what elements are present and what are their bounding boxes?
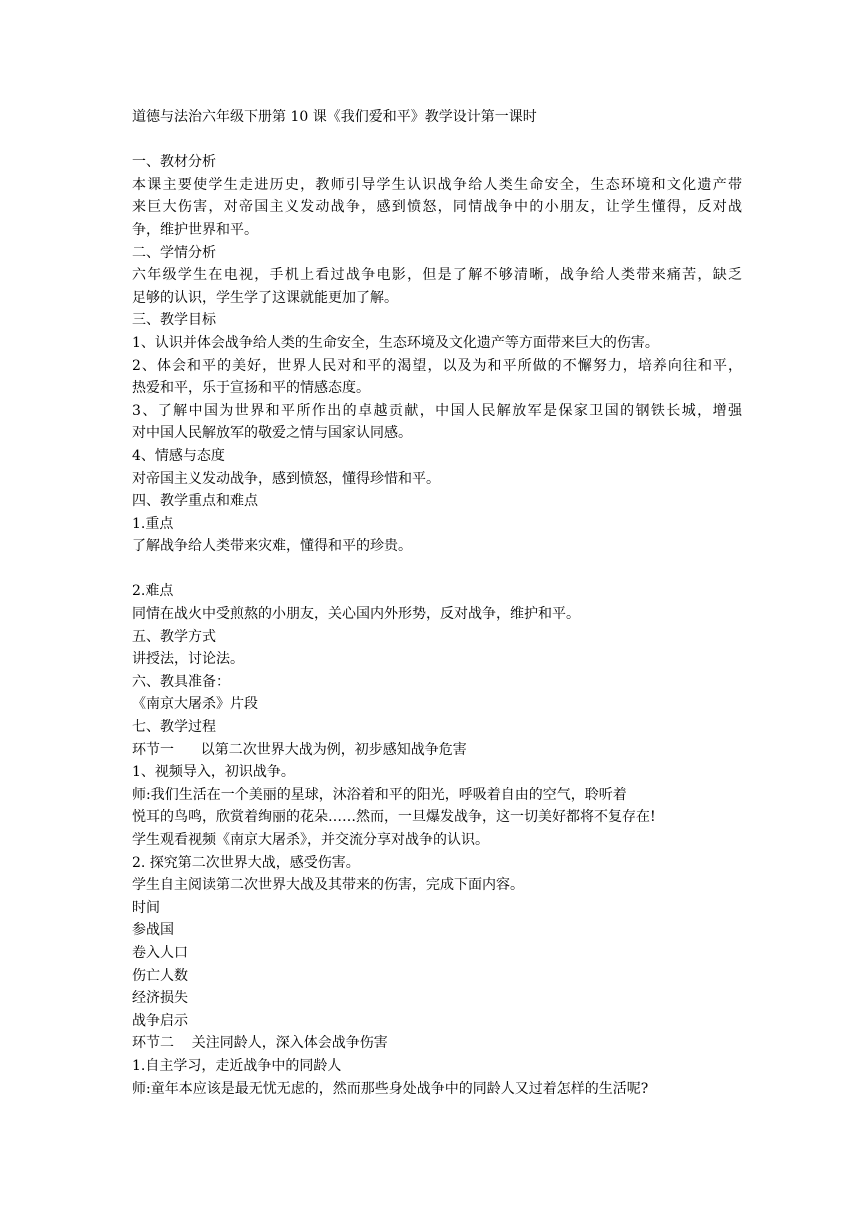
paragraph-line: 对帝国主义发动战争，感到愤怒，懂得珍惜和平。 — [132, 470, 440, 487]
paragraph-line: 师:我们生活在一个美丽的星球，沐浴着和平的阳光，呼吸着自由的空气，聆听着 — [132, 786, 627, 803]
section-heading-teaching-process: 七、教学过程 — [132, 719, 216, 736]
paragraph-line: 学生观看视频《南京大屠杀》，并交流分享对战争的认识。 — [132, 832, 489, 848]
section-heading-teaching-method: 五、教学方式 — [132, 628, 216, 645]
document-page — [132, 106, 742, 1100]
subheading: 1、视频导入，初识战争。 — [132, 764, 295, 781]
section-heading-student-analysis: 二、学情分析 — [132, 244, 216, 261]
stage-heading: 环节二 关注同龄人，深入体会战争伤害 — [132, 1035, 388, 1052]
section-heading-materials: 六、教具准备： — [132, 673, 230, 690]
paragraph-line: 师:童年本应该是最无忧无虑的，然而那些身处战争中的同龄人又过着怎样的生活呢? — [132, 1080, 649, 1097]
section-heading-teaching-goals: 三、教学目标 — [132, 312, 216, 329]
section-heading-key-points: 四、教学重点和难点 — [132, 493, 258, 510]
paragraph-line: 来巨大伤害，对帝国主义发动战争，感到愤怒，同情战争中的小朋友，让学生懂得，反对战 — [132, 199, 742, 216]
goal-item: 1、认识并体会战争给人类的生命安全，生态环境及文化遗产等方面带来巨大的伤害。 — [132, 334, 659, 351]
list-item: 战争启示 — [132, 1012, 188, 1029]
paragraph-line: 讲授法，讨论法。 — [132, 651, 244, 668]
paragraph-line: 悦耳的鸟鸣，欣赏着绚丽的花朵……然而，一旦爆发战争，这一切美好都将不复存在! — [132, 809, 656, 826]
list-item: 参战国 — [132, 922, 174, 939]
list-item: 经济损失 — [132, 990, 188, 1007]
paragraph-line: 对中国人民解放军的敬爱之情与国家认同感。 — [132, 425, 412, 442]
paragraph-line: 足够的认识，学生学了这课就能更加了解。 — [132, 289, 398, 306]
section-heading-textbook-analysis: 一、教材分析 — [132, 154, 216, 171]
paragraph-line: 《南京大屠杀》片段 — [132, 696, 258, 713]
paragraph-line: 学生自主阅读第二次世界大战及其带来的伤害，完成下面内容。 — [132, 877, 524, 894]
subheading: 2. 探究第二次世界大战，感受伤害。 — [132, 854, 360, 871]
paragraph-line: 本课主要使学生走进历史，教师引导学生认识战争给人类生命安全，生态环境和文化遗产带 — [132, 176, 742, 193]
subheading: 1.自主学习，走近战争中的同龄人 — [132, 1057, 342, 1074]
goal-item: 2、体会和平的美好，世界人民对和平的渴望，以及为和平所做的不懈努力，培养向往和平， — [132, 357, 742, 374]
stage-heading: 环节一 以第二次世界大战为例，初步感知战争危害 — [132, 741, 467, 758]
goal-item: 3、了解中国为世界和平所作出的卓越贡献，中国人民解放军是保家卫国的钢铁长城，增强 — [132, 402, 742, 419]
list-item: 时间 — [132, 899, 160, 916]
goal-item: 4、情感与态度 — [132, 447, 225, 464]
subheading: 2.难点 — [132, 583, 174, 600]
paragraph-line: 六年级学生在电视，手机上看过战争电影，但是了解不够清晰，战争给人类带来痛苦，缺乏 — [132, 267, 742, 284]
subheading: 1.重点 — [132, 515, 174, 532]
paragraph-line: 热爱和平，乐于宣扬和平的情感态度。 — [132, 380, 370, 397]
list-item: 卷入人口 — [132, 944, 188, 961]
paragraph-line: 同情在战火中受煎熬的小朋友，关心国内外形势，反对战争，维护和平。 — [132, 606, 580, 623]
blank-line — [132, 558, 742, 581]
paragraph-line: 了解战争给人类带来灾难，懂得和平的珍贵。 — [132, 538, 412, 555]
paragraph-line: 争，维护世界和平。 — [132, 221, 258, 238]
list-item: 伤亡人数 — [132, 967, 188, 984]
document-title: 道德与法治六年级下册第 10 课《我们爱和平》教学设计第一课时 — [132, 109, 537, 125]
